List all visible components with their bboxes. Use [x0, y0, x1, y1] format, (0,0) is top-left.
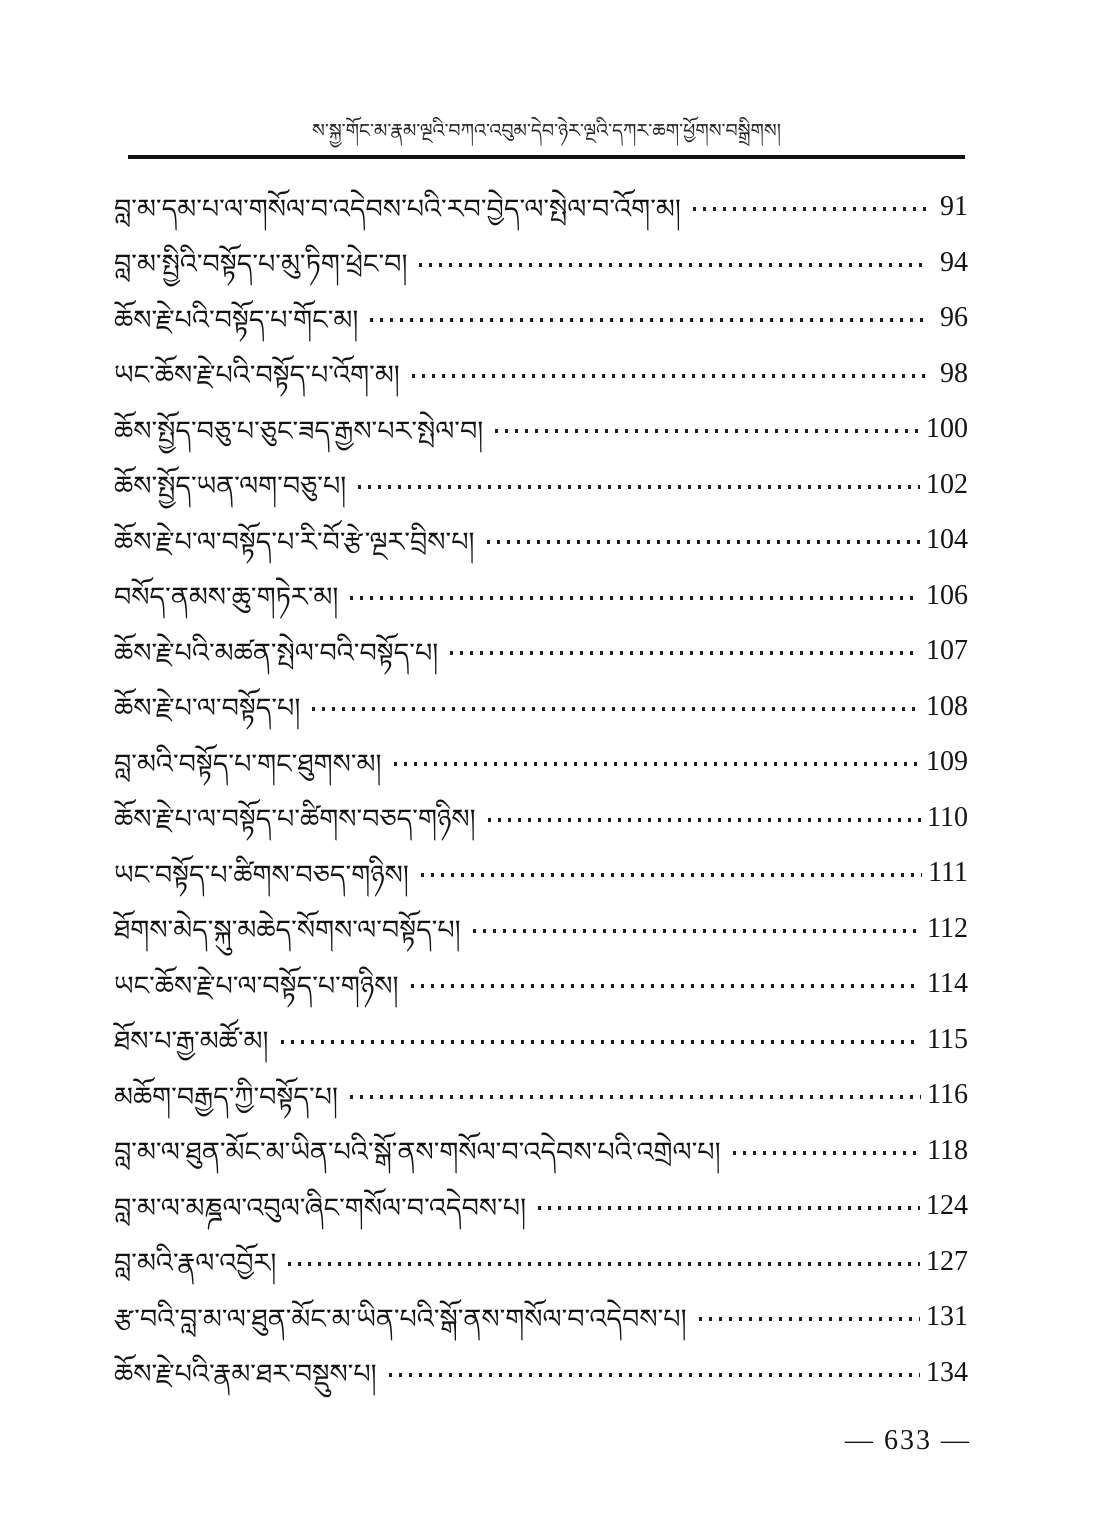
- toc-entry-page-number: 114: [927, 968, 968, 1000]
- dot-leader: [488, 818, 921, 822]
- toc-entry-page-number: 131: [926, 1301, 968, 1333]
- toc-entry-page-number: 134: [926, 1356, 968, 1388]
- dot-leader: [419, 263, 928, 267]
- toc-entry-title: བླ་མ་ལ་ཐུན་མོང་མ་ཡིན་པའི་སྒོ་ནས་གསོལ་བ་འདེབས་པའི་འགྲེལ་པ།: [114, 1137, 721, 1169]
- toc-entry-row: [114, 617, 968, 673]
- dot-leader: [450, 651, 920, 655]
- toc-entry-title: ཡང་ཆོས་རྗེ་པའི་བསྟོད་པ་འོག་མ།: [114, 360, 400, 392]
- toc-entry-page-number: 94: [940, 246, 968, 278]
- dot-leader: [394, 762, 921, 766]
- toc-entry-page-number: 106: [926, 579, 968, 611]
- page-header: [0, 0, 1093, 159]
- toc-entry-row: [114, 284, 968, 340]
- toc-entry-row: [114, 173, 968, 229]
- folio-page-number: — 633 —: [845, 1425, 971, 1456]
- toc-entry-title: བླ་མའི་རྣལ་འབྱོར།: [114, 1248, 277, 1280]
- toc-entry-title: བླ་མ་དམ་པ་ལ་གསོལ་བ་འདེབས་པའི་རབ་བྱེད་ལ་སྤེལ་བ་འོག་མ།: [114, 193, 681, 225]
- toc-entry-row: [114, 672, 968, 728]
- toc-entry-row: [114, 1227, 968, 1283]
- toc-entry-title: ཆོས་རྗེ་པ་ལ་བསྟོད་པ་རི་བོ་རྩེ་ལྔར་བྲིས་པ།: [114, 526, 475, 558]
- toc-entry-row: [114, 1338, 968, 1394]
- toc-entry-title: བསོད་ནམས་ཆུ་གཏེར་མ།: [114, 582, 339, 614]
- toc-entry-title: ཆོས་སྤྱོད་བཅུ་པ་ཅུང་ཟད་རྒྱས་པར་སྤེལ་བ།: [114, 415, 484, 447]
- toc-entry-title: ཐོགས་མེད་སྐུ་མཆེད་སོགས་ལ་བསྟོད་པ།: [114, 915, 461, 947]
- toc-entry-page-number: 102: [926, 468, 968, 500]
- toc-entry-row: [114, 1172, 968, 1228]
- toc-entry-page-number: 109: [926, 746, 968, 778]
- toc-entry-page-number: 115: [927, 1023, 968, 1055]
- toc-entry-row: [114, 1005, 968, 1061]
- toc-entry-row: [114, 339, 968, 395]
- toc-entry-row: [114, 728, 968, 784]
- toc-entry-page-number: 91: [940, 191, 968, 223]
- toc-entry-page-number: 112: [927, 912, 968, 944]
- toc-entry-row: [114, 450, 968, 506]
- dot-leader: [411, 984, 922, 988]
- toc-entry-page-number: 111: [928, 857, 968, 889]
- toc-entry-row: [114, 1283, 968, 1339]
- toc-entry-row: [114, 950, 968, 1006]
- dot-leader: [699, 1317, 920, 1321]
- toc-entry-row: [114, 1061, 968, 1117]
- toc-entry-title: ཆོས་རྗེ་པ་ལ་བསྟོད་པ།: [114, 693, 301, 725]
- dot-leader: [358, 485, 920, 489]
- toc-entry-row: [114, 561, 968, 617]
- dot-leader: [487, 540, 920, 544]
- toc-entry-title: བླ་མ་ལ་མཎྜལ་འབུལ་ཞིང་གསོལ་བ་འདེབས་པ།: [114, 1192, 527, 1224]
- toc-entry-page-number: 107: [926, 635, 968, 667]
- dot-leader: [412, 374, 928, 378]
- dot-leader: [473, 929, 921, 933]
- toc-entry-page-number: 118: [927, 1134, 968, 1166]
- dot-leader: [693, 207, 928, 211]
- dot-leader: [312, 707, 920, 711]
- dot-leader: [538, 1206, 920, 1210]
- toc-entry-row: [114, 783, 968, 839]
- toc-entry-page-number: 127: [926, 1245, 968, 1277]
- toc-entry-title: རྩ་བའི་བླ་མ་ལ་ཐུན་མོང་མ་ཡིན་པའི་སྒོ་ནས་གསོལ་བ་འདེབས་པ།: [114, 1303, 687, 1335]
- toc-entry-page-number: 98: [940, 357, 968, 389]
- dot-leader: [288, 1262, 920, 1266]
- toc-entry-title: ཆོས་རྗེ་པ་ལ་བསྟོད་པ་ཚིགས་བཅད་གཉིས།: [114, 804, 476, 836]
- toc-entry-page-number: 100: [926, 413, 968, 445]
- toc-entry-row: [114, 395, 968, 451]
- toc-entry-page-number: 110: [927, 801, 968, 833]
- toc-entry-title: ཆོས་རྗེ་པའི་མཚན་སྤེལ་བའི་བསྟོད་པ།: [114, 637, 439, 669]
- toc-entry-title: ཐོས་པ་རྒྱ་མཚོ་མ།: [114, 1026, 269, 1058]
- toc-entry-page-number: 116: [927, 1079, 968, 1111]
- table-of-contents: [0, 159, 1093, 1394]
- toc-entry-title: ཆོས་སྤྱོད་ཡན་ལག་བཅུ་པ།: [114, 471, 347, 503]
- toc-entry-row: [114, 839, 968, 895]
- dot-leader: [370, 318, 928, 322]
- dot-leader: [733, 1151, 921, 1155]
- toc-entry-title: ཆོས་རྗེ་པའི་རྣམ་ཐར་བསྡུས་པ།: [114, 1359, 377, 1391]
- toc-entry-title: བླ་མའི་བསྟོད་པ་གང་ཐུགས་མ།: [114, 748, 382, 780]
- toc-entry-title: ཆོས་རྗེ་པའི་བསྟོད་པ་གོང་མ།: [114, 304, 359, 336]
- toc-entry-title: ཡང་བསྟོད་པ་ཚིགས་བཅད་གཉིས།: [114, 859, 409, 891]
- dot-leader: [350, 1095, 921, 1099]
- dot-leader: [350, 596, 920, 600]
- toc-entry-row: [114, 894, 968, 950]
- toc-entry-page-number: 104: [926, 524, 968, 556]
- toc-entry-page-number: 96: [940, 302, 968, 334]
- dot-leader: [389, 1373, 920, 1377]
- toc-entry-page-number: 108: [926, 690, 968, 722]
- dot-leader: [495, 429, 920, 433]
- toc-entry-title: མཆོག་བརྒྱད་ཀྱི་བསྟོད་པ།: [114, 1081, 338, 1113]
- toc-entry-row: [114, 1116, 968, 1172]
- toc-entry-row: [114, 228, 968, 284]
- toc-entry-page-number: 124: [926, 1190, 968, 1222]
- toc-entry-title: བླ་མ་སྤྱིའི་བསྟོད་པ་མུ་ཏིག་ཕྲེང་བ།: [114, 249, 408, 281]
- running-header-title: ས་སྐྱ་གོང་མ་རྣམ་ལྔའི་བཀའ་འབུམ་དེབ་ཉེར་ལྔའི་དཀར་ཆག་ཕྱོགས་བསྒྲིགས།: [312, 120, 781, 142]
- toc-entry-row: [114, 506, 968, 562]
- dot-leader: [281, 1040, 922, 1044]
- toc-entry-title: ཡང་ཆོས་རྗེ་པ་ལ་བསྟོད་པ་གཉིས།: [114, 970, 399, 1002]
- dot-leader: [421, 873, 922, 877]
